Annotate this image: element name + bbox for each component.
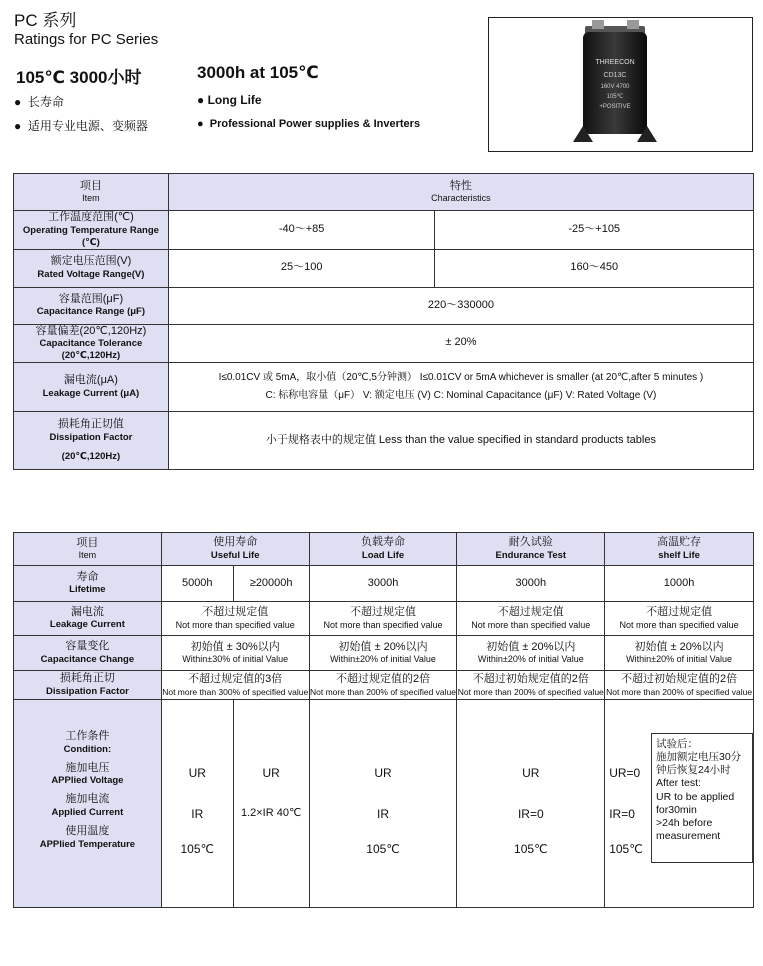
header-useful-life: 使用寿命 Useful Life [161, 533, 309, 566]
page-title-cn: PC 系列 [14, 11, 77, 30]
photo-label-1: THREECON [595, 59, 635, 66]
bullet-cn-1: ● 长寿命 [14, 95, 64, 109]
ratings-header-item: 项目 Item [14, 174, 169, 211]
temp-value-2: -25～+105 [435, 211, 754, 250]
header-load-life: 负载寿命 Load Life [309, 533, 457, 566]
table-row [14, 249, 754, 287]
product-photo [488, 17, 753, 152]
df-useful: 不超过规定值的3倍 Not more than 300% of specified value [161, 671, 309, 700]
row-label-leakage-current: 漏电流 Leakage Current [14, 602, 162, 636]
table-row [14, 211, 754, 250]
cap-change-shelf: 初始值 ± 20%以内 Within±20% of initial Value [605, 636, 754, 671]
voltage-value-2: 160～450 [435, 249, 754, 287]
lifetime-load: 3000h [309, 566, 457, 602]
table-row [14, 602, 754, 636]
cap-change-useful: 初始值 ± 30%以内 Within±30% of initial Value [161, 636, 309, 671]
capacitance-value: 220～330000 [168, 287, 753, 324]
leakage-shelf: 不超过规定值 Not more than specified value [605, 602, 754, 636]
photo-label-3: 160V 4700 [600, 84, 630, 90]
row-label-capacitance: 容量范围(μF) Capacitance Range (μF) [14, 287, 169, 324]
df-load: 不超过规定值的2倍 Not more than 200% of specified value [309, 671, 457, 700]
shelf-life-note: 试验后： 施加额定电压30分 钟后恢复24小时 After test: UR to be applied for30min >24h before measurement [651, 733, 753, 863]
table-row [14, 671, 754, 700]
conditions-load: UR IR 105℃ [309, 700, 457, 908]
headline-en: 3000h at 105℃ [197, 63, 319, 82]
table-row [14, 324, 754, 363]
bullet-en-2: ● Professional Power supplies & Inverters [197, 118, 421, 130]
conditions-useful-a: UR IR 105℃ [161, 700, 233, 908]
row-label-voltage: 额定电压范围(V) Rated Voltage Range(V) [14, 249, 169, 287]
df-shelf: 不超过初始规定值的2倍 Not more than 200% of specified value [605, 671, 754, 700]
table-row [14, 700, 754, 908]
table-row [14, 363, 754, 412]
lifetime-shelf: 1000h [605, 566, 754, 602]
lifetime-useful-b: ≥20000h [233, 566, 309, 602]
leakage-value: I≤0.01CV 或 5mA，取小值（20℃,5分钟测） I≤0.01CV or 5mA whichever is smaller (at 20℃,after 5 minutes ) C: 标称电容量（μF） V: 额定电压 (V) C: Nominal Capacitance (μF) V: Rated Voltage (V) [168, 363, 753, 412]
row-label-df: 损耗角正切值 Dissipation Factor (20℃,120Hz) [14, 412, 169, 470]
row-label-cap-change: 容量变化 Capacitance Change [14, 636, 162, 671]
row-label-tolerance: 容量偏差(20℃,120Hz) Capacitance Tolerance (20℃,120Hz) [14, 324, 169, 363]
header-shelf-life: 高温贮存 shelf Life [605, 533, 754, 566]
table-row [14, 636, 754, 671]
cap-change-endurance: 初始值 ± 20%以内 Within±20% of initial Value [457, 636, 605, 671]
ratings-header-characteristics: 特性 Characteristics [168, 174, 753, 211]
bullet-en-1: ● Long Life [197, 93, 262, 107]
capacitor-image [489, 18, 752, 151]
leakage-endurance: 不超过规定值 Not more than specified value [457, 602, 605, 636]
row-label-leakage: 漏电流(μA) Leakage Current (μA) [14, 363, 169, 412]
row-label-temp: 工作温度范围(℃) Operating Temperature Range (℃) [14, 211, 169, 250]
row-label-dissipation: 损耗角正切 Dissipation Factor [14, 671, 162, 700]
photo-label-2: CD13C [603, 72, 627, 79]
table-row [14, 566, 754, 602]
df-endurance: 不超过初始规定值的2倍 Not more than 200% of specified value [457, 671, 605, 700]
voltage-value-1: 25～100 [168, 249, 435, 287]
photo-label-5: +POSITIVE [599, 104, 631, 110]
table-row [14, 412, 754, 470]
conditions-useful-b: UR 1.2×IR 40℃ [233, 700, 309, 908]
endurance-table [13, 532, 754, 908]
table-row [14, 287, 754, 324]
photo-label-4: 105℃ [606, 94, 624, 100]
header-endurance-test: 耐久试验 Endurance Test [457, 533, 605, 566]
leakage-load: 不超过规定值 Not more than specified value [309, 602, 457, 636]
conditions-endurance: UR IR=0 105℃ [457, 700, 605, 908]
lifetime-useful-a: 5000h [161, 566, 233, 602]
temp-value-1: -40～+85 [168, 211, 435, 250]
row-label-lifetime: 寿命 Lifetime [14, 566, 162, 602]
endurance-header-row [14, 533, 754, 566]
ratings-header-row [14, 174, 754, 211]
headline-cn: 105℃ 3000小时 [16, 68, 142, 87]
lifetime-endurance: 3000h [457, 566, 605, 602]
cap-change-load: 初始值 ± 20%以内 Within±20% of initial Value [309, 636, 457, 671]
page-title-en: Ratings for PC Series [14, 31, 159, 48]
df-value: 小于规格表中的规定值 Less than the value specified in standard products tables [168, 412, 753, 470]
ratings-table [13, 173, 754, 470]
tolerance-value: ± 20% [168, 324, 753, 363]
bullet-cn-2: ● 适用专业电源、变频器 [14, 119, 148, 133]
leakage-useful: 不超过规定值 Not more than specified value [161, 602, 309, 636]
row-label-conditions: 工作条件 Condition: 施加电压 APPlied Voltage 施加电流 Applied Current 使用温度 APPlied Temperature [14, 700, 162, 908]
conditions-shelf: UR=0 IR=0 105℃ [605, 700, 754, 908]
header-item: 项目 Item [14, 533, 162, 566]
